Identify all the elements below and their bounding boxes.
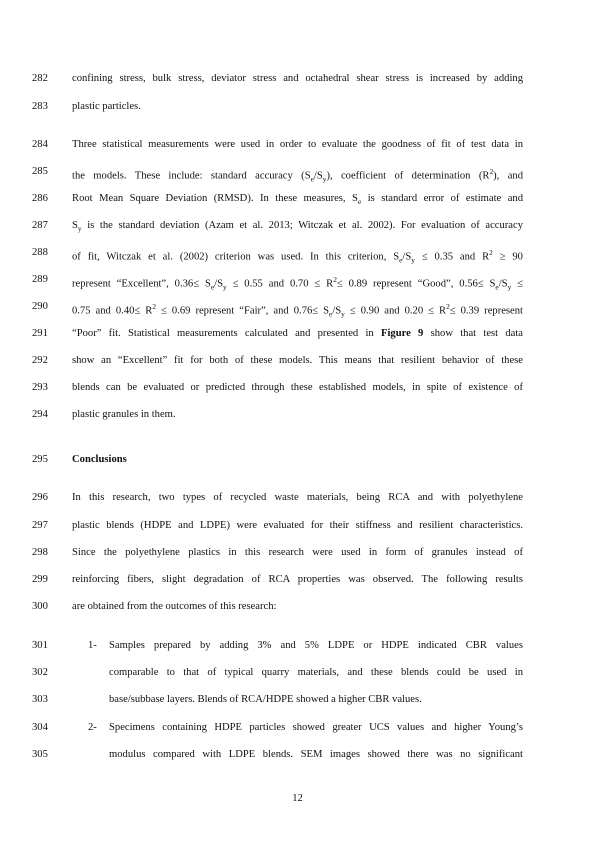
line-number: 282 <box>32 73 48 84</box>
line-text: the models. These include: standard accuracy $(S_e/S_y)$, coefficient of determination $(R^2)$, and <box>72 167 523 184</box>
line-text: of fit, Witczak et al. (2002) criterion was used. In this criterion, $S_e/S_y \le 0.35$ and $R^2 \ge 90$ <box>72 248 523 265</box>
line-number: 284 <box>32 139 48 150</box>
line-number: 288 <box>32 247 48 258</box>
line-number: 285 <box>32 166 48 177</box>
list-marker: 1- <box>88 640 97 651</box>
line-text: plastic particles. <box>72 101 141 112</box>
line-text: Samples prepared by adding 3% and 5% LDPE or HDPE indicated CBR values <box>109 640 523 651</box>
line-text: Three statistical measurements were used in order to evaluate the goodness of fit of test data in <box>72 139 523 150</box>
text-line <box>0 164 595 184</box>
line-text: plastic granules in them. <box>72 409 176 420</box>
line-text: Since the polyethylene plastics in this research were used in form of granules instead of <box>72 547 523 558</box>
list-item-line <box>0 638 595 654</box>
line-number: 303 <box>32 694 48 705</box>
text-line <box>0 599 595 615</box>
line-number: 299 <box>32 574 48 585</box>
line-text: $S_y$ is the standard deviation (Azam et al. 2013; Witczak et al. 2002). For evaluation of accuracy <box>72 220 523 234</box>
text-line <box>0 407 595 423</box>
text-line <box>0 353 595 369</box>
list-item-line <box>0 720 595 736</box>
text-line <box>0 518 595 534</box>
text-line <box>0 71 595 87</box>
line-text: In this research, two types of recycled waste materials, being RCA and with polyethylene <box>72 492 523 503</box>
line-number: 298 <box>32 547 48 558</box>
line-number: 292 <box>32 355 48 366</box>
line-text: reinforcing fibers, slight degradation of RCA properties was observed. The following results <box>72 574 523 585</box>
line-number: 287 <box>32 220 48 231</box>
text-line <box>0 299 595 319</box>
line-number: 297 <box>32 520 48 531</box>
line-text: are obtained from the outcomes of this research: <box>72 601 277 612</box>
line-number: 302 <box>32 667 48 678</box>
line-text: base/subbase layers. Blends of RCA/HDPE showed a higher CBR values. <box>109 694 422 705</box>
list-item-line <box>0 692 595 708</box>
line-text: confining stress, bulk stress, deviator stress and octahedral shear stress is increased by adding <box>72 73 523 84</box>
line-number: 305 <box>32 749 48 760</box>
text-line <box>0 326 595 342</box>
line-text: comparable to that of typical quarry materials, and these blends could be used in <box>109 667 523 678</box>
text-line <box>0 137 595 153</box>
text-line <box>0 99 595 115</box>
line-number: 301 <box>32 640 48 651</box>
line-text: “Poor” fit. Statistical measurements calculated and presented in Figure 9 show that test data <box>72 328 523 339</box>
list-item-line <box>0 747 595 763</box>
line-number: 296 <box>32 492 48 503</box>
list-item-line <box>0 665 595 681</box>
line-number: 300 <box>32 601 48 612</box>
line-number: 304 <box>32 722 48 733</box>
line-text: blends can be evaluated or predicted through these established models, in spite of existence of <box>72 382 523 393</box>
line-number: 294 <box>32 409 48 420</box>
line-number: 286 <box>32 193 48 204</box>
section-heading-line <box>0 452 595 468</box>
line-text: 0.75 and $0.40\le R^2 \le 0.69$ represent “Fair”, and $0.76\le S_e/S_y \le 0.90$ and $0.20 \le R^2\le 0.39$ represent <box>72 302 523 319</box>
line-number: 291 <box>32 328 48 339</box>
text-line <box>0 490 595 506</box>
line-number: 290 <box>32 301 48 312</box>
text-line <box>0 272 595 292</box>
text-line <box>0 380 595 396</box>
line-number: 293 <box>32 382 48 393</box>
line-number: 289 <box>32 274 48 285</box>
line-text: Specimens containing HDPE particles showed greater UCS values and higher Young’s <box>109 722 523 733</box>
section-heading: Conclusions <box>72 454 127 465</box>
text-line <box>0 245 595 265</box>
line-number: 295 <box>32 454 48 465</box>
line-text: Root Mean Square Deviation (RMSD). In these measures, $S_e$ is standard error of estimate and <box>72 193 523 207</box>
line-text: show an “Excellent” fit for both of these models. This means that resilient behavior of these <box>72 355 523 366</box>
line-text: modulus compared with LDPE blends. SEM images showed there was no significant <box>109 749 523 760</box>
text-line <box>0 572 595 588</box>
page-number: 12 <box>292 793 303 804</box>
list-marker: 2- <box>88 722 97 733</box>
text-line <box>0 545 595 561</box>
line-text: plastic blends (HDPE and LDPE) were evaluated for their stiffness and resilient characteristics. <box>72 520 523 531</box>
line-text: represent “Excellent”, $0.36\le S_e/S_y \le 0.55$ and $0.70 \le R^2\le 0.89$ represent “Good”, $0.56\le S_e/S_y$ ≤ <box>72 275 523 292</box>
line-number: 283 <box>32 101 48 112</box>
text-line <box>0 191 595 207</box>
text-line <box>0 218 595 234</box>
